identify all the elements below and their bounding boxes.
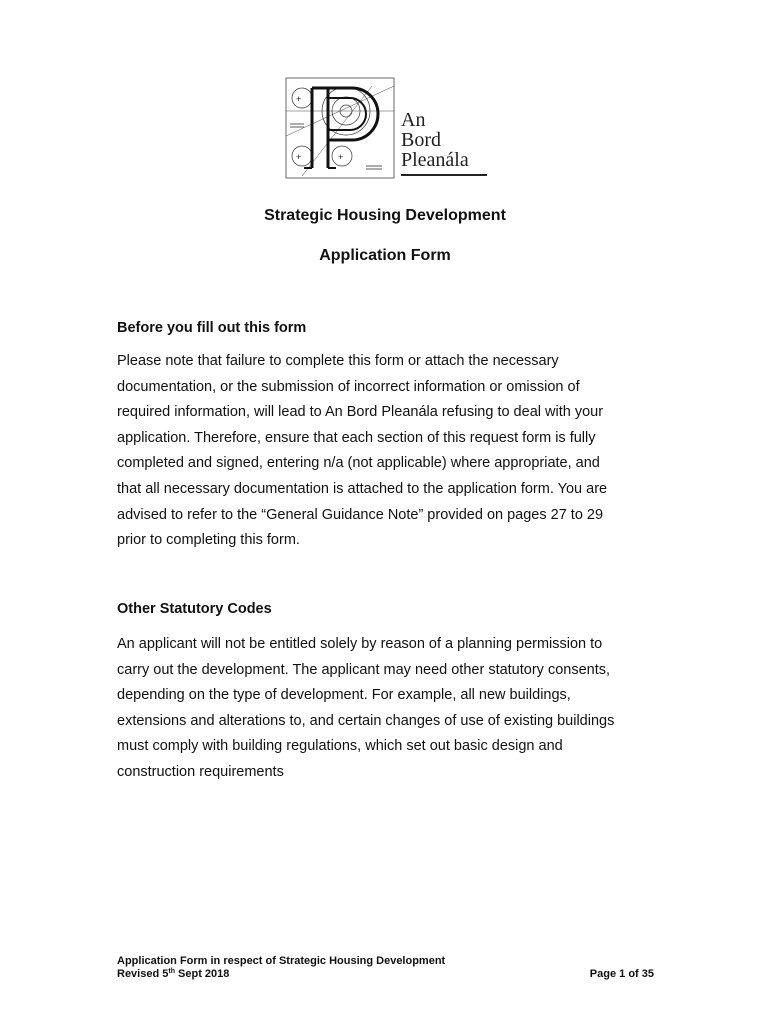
logo-line-1: An — [401, 109, 426, 131]
svg-text:+: + — [338, 152, 344, 162]
footer-revised-sup: th — [168, 968, 175, 975]
svg-text:+: + — [296, 94, 302, 104]
section-heading-other-statutory-codes: Other Statutory Codes — [117, 601, 272, 617]
footer-document-name: Application Form in respect of Strategic Housing Development — [117, 955, 446, 967]
document-title: Strategic Housing Development — [264, 207, 506, 224]
paragraph-line: completed and signed, entering n/a (not applicable) where appropriate, and — [117, 455, 600, 472]
paragraph-line: must comply with building regulations, which set out basic design and — [117, 738, 563, 755]
logo-wordmark — [401, 110, 469, 170]
footer-revised-prefix: Revised 5 — [117, 968, 169, 980]
paragraph-line: An applicant will not be entitled solely by reason of a planning permission to — [117, 636, 603, 652]
paragraph-line: depending on the type of development. For example, all new buildings, — [117, 687, 571, 704]
logo-underline — [401, 174, 487, 176]
paragraph-line: required information, will lead to An Bord Pleanála refusing to deal with your — [117, 404, 604, 421]
page-number: Page 1 of 35 — [589, 968, 654, 980]
section-body-other-statutory-codes — [117, 632, 657, 786]
footer-revised-suffix: Sept 2018 — [174, 968, 230, 980]
section-body-before-you-fill — [117, 349, 657, 554]
paragraph-line: extensions and alterations to, and certain changes of use of existing buildings — [117, 712, 615, 729]
section-heading-before-you-fill: Before you fill out this form — [117, 320, 307, 336]
paragraph-line: construction requirements — [117, 763, 284, 780]
paragraph-line: application. Therefore, ensure that each section of this request form is fully — [117, 429, 596, 446]
paragraph-line: that all necessary documentation is attached to the application form. You are — [117, 480, 608, 497]
logo-line-3: Pleanála — [401, 149, 469, 171]
paragraph-line: documentation, or the submission of incorrect information or omission of — [117, 378, 580, 395]
svg-text:+: + — [296, 152, 302, 162]
document-subtitle: Application Form — [319, 247, 451, 264]
footer-revision-date — [117, 968, 445, 981]
paragraph-line: advised to refer to the “General Guidance Note” provided on pages 27 to 29 — [117, 506, 604, 523]
paragraph-line: Please note that failure to complete this form or attach the necessary — [117, 353, 559, 369]
paragraph-line: carry out the development. The applicant may need other statutory consents, — [117, 661, 611, 678]
footer-text — [117, 955, 445, 981]
logo-line-2: Bord — [401, 129, 441, 151]
paragraph-line: prior to completing this form. — [117, 532, 300, 549]
